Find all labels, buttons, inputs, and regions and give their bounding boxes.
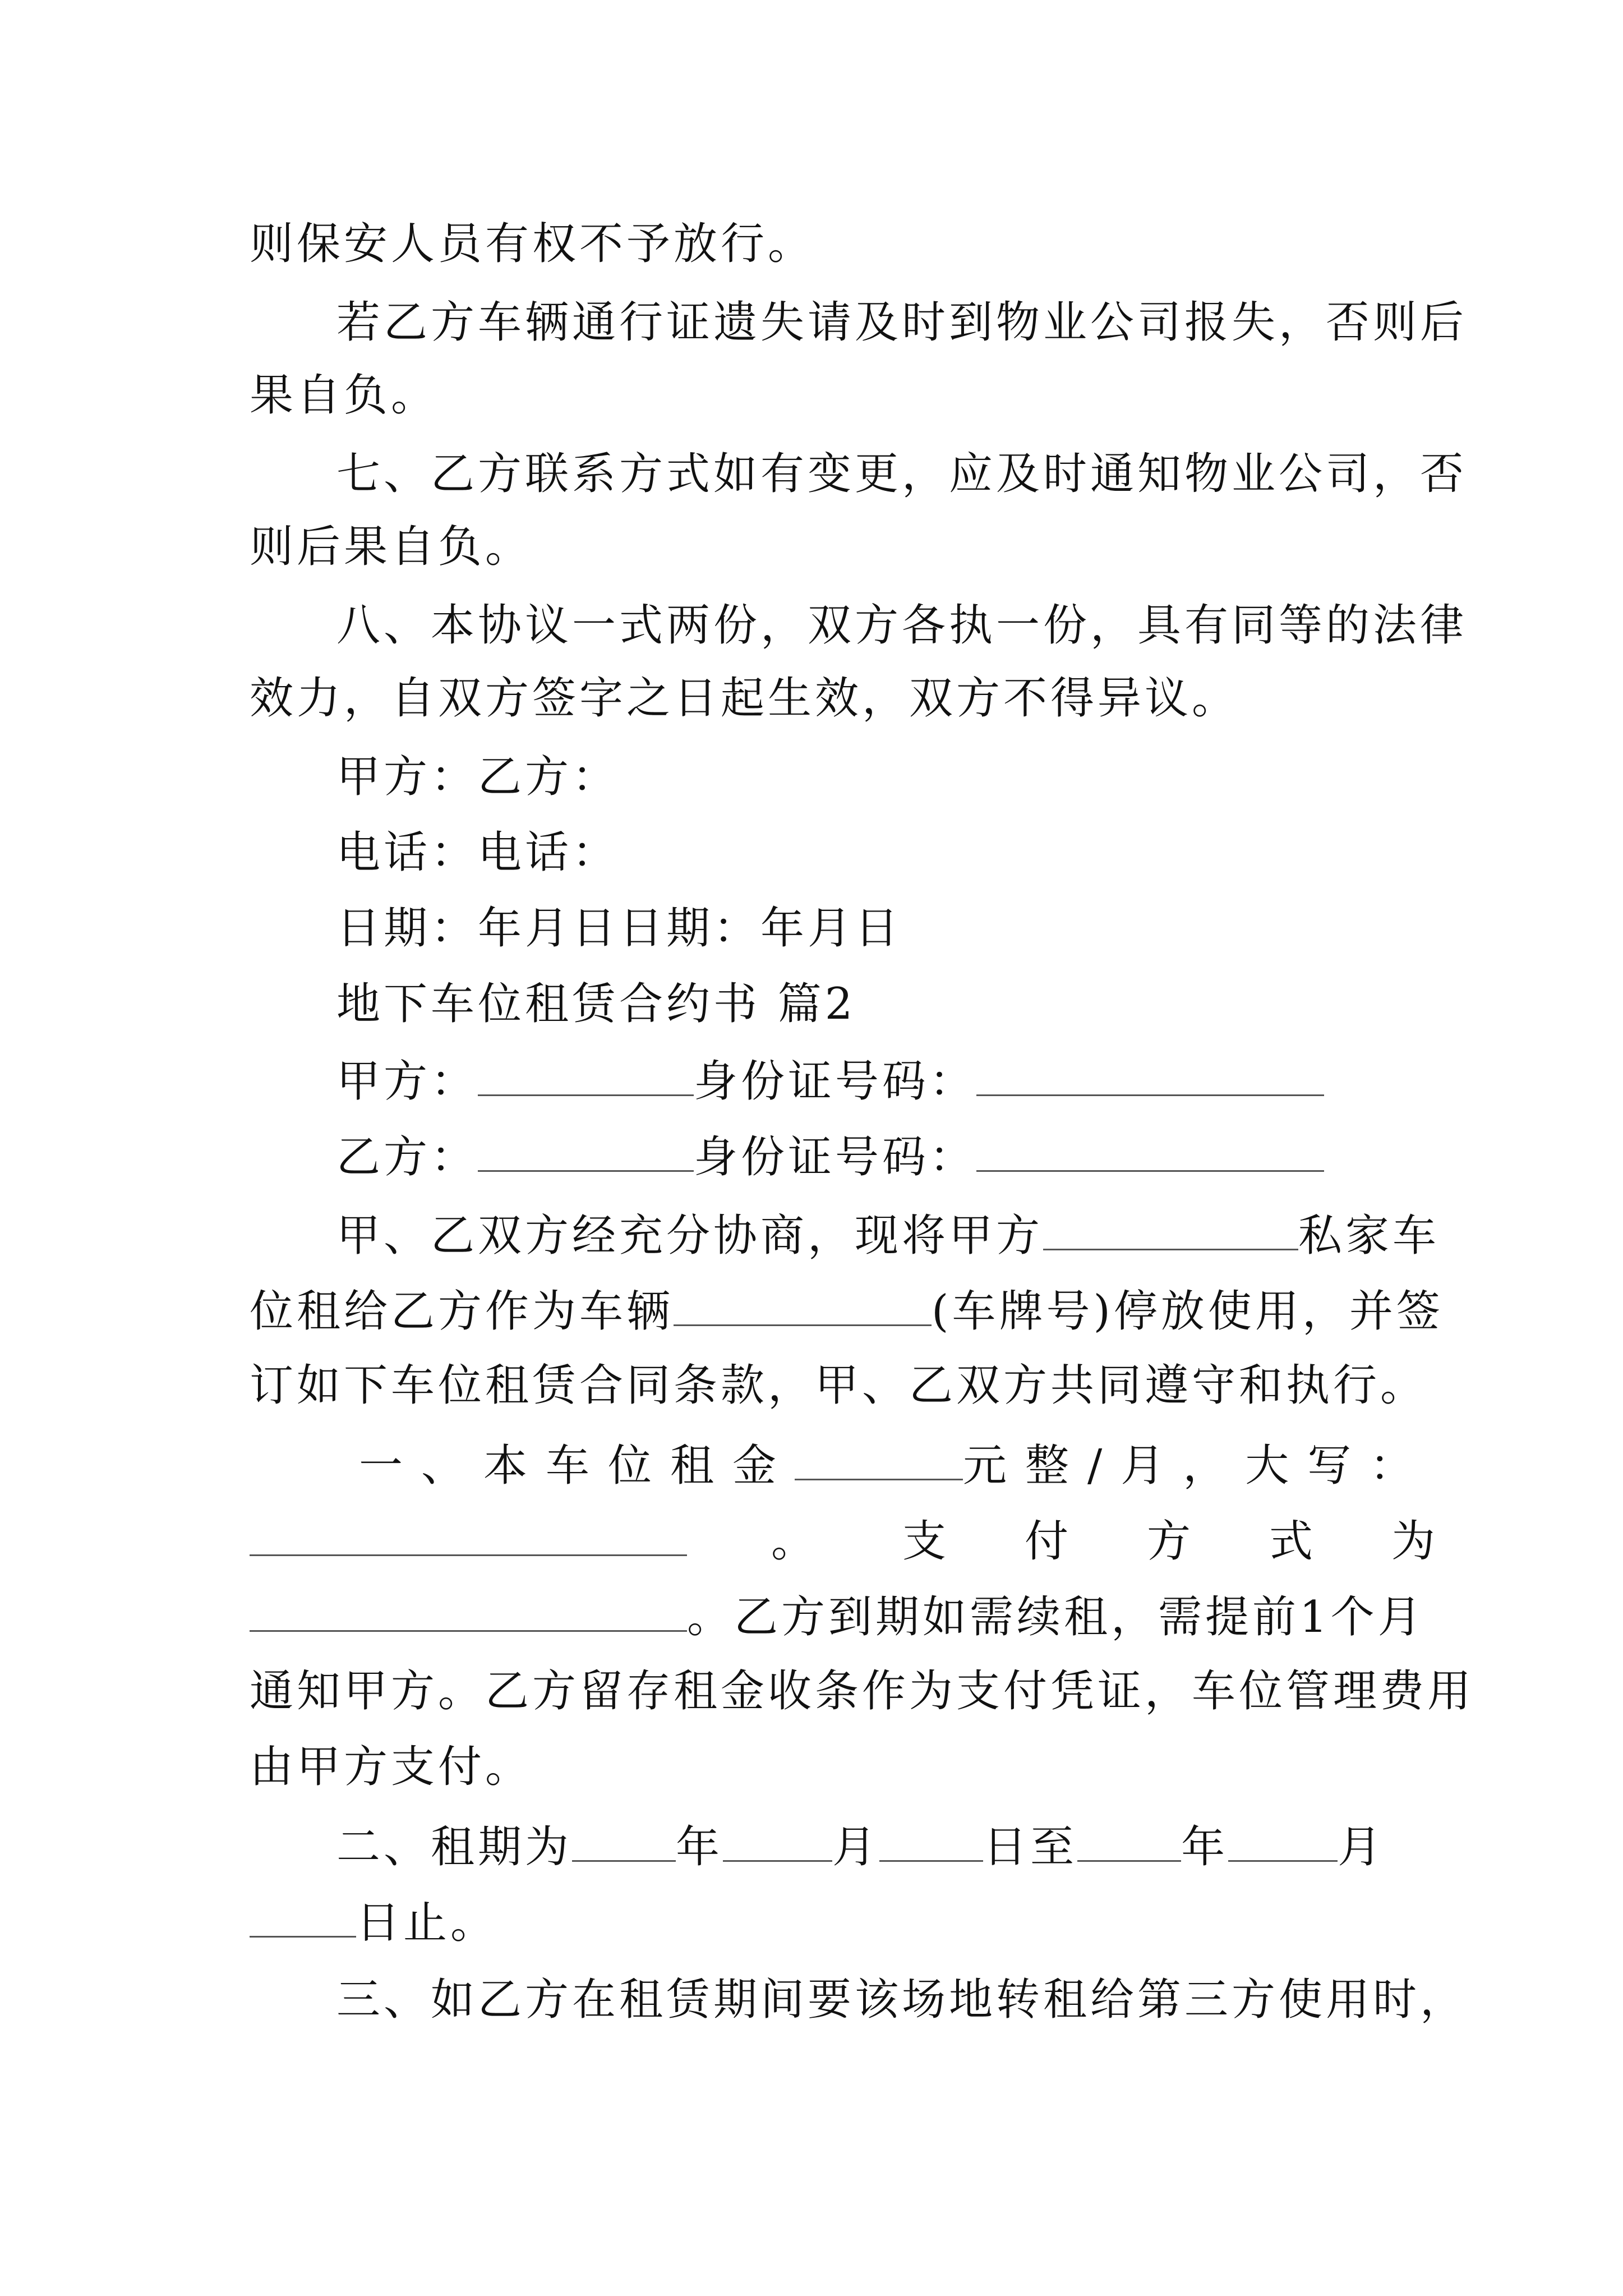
signature-date-line: 日期：年月日日期：年月日 bbox=[336, 903, 902, 954]
blank-field bbox=[478, 1128, 694, 1172]
section-title: 地下车位租赁合约书 篇2 bbox=[336, 979, 856, 1029]
paragraph-line: 则保安人员有权不予放行。 bbox=[250, 219, 815, 269]
paragraph-line: 若乙方车辆通行证遗失请及时到物业公司报失，否则后 bbox=[336, 297, 1468, 348]
clause-one-line: 通知甲方。乙方留存租金收条作为支付凭证，车位管理费用 bbox=[250, 1666, 1475, 1717]
clause-one-line: 。乙方到期如需续租，需提前1个月 bbox=[250, 1588, 1388, 1645]
paragraph-line: 效力，自双方签字之日起生效，双方不得异议。 bbox=[250, 673, 1239, 724]
blank-field bbox=[250, 1588, 687, 1632]
blank-field bbox=[250, 1512, 687, 1556]
signature-phone-line: 电话：电话： bbox=[336, 827, 620, 878]
party-b-line: 乙方： 身份证号码： bbox=[336, 1128, 1388, 1185]
blank-field bbox=[879, 1818, 983, 1862]
paragraph-line: 则后果自负。 bbox=[250, 522, 533, 572]
blank-field bbox=[478, 1052, 694, 1096]
blank-field bbox=[723, 1818, 832, 1862]
blank-field bbox=[976, 1128, 1324, 1172]
paragraph-line: 七、乙方联系方式如有变更，应及时通知物业公司，否 bbox=[336, 449, 1468, 499]
blank-field bbox=[674, 1282, 932, 1326]
paragraph-line: 甲、乙双方经充分协商，现将甲方 私家车 bbox=[336, 1206, 1388, 1264]
signature-party-line: 甲方：乙方： bbox=[336, 752, 620, 802]
blank-field bbox=[572, 1818, 676, 1862]
blank-field bbox=[1228, 1818, 1338, 1862]
clause-two-line: 日止。 bbox=[250, 1893, 1388, 1951]
blank-field bbox=[250, 1893, 356, 1938]
clause-one-line: 一、本车位租金 元整/月，大写： bbox=[359, 1436, 1388, 1494]
paragraph-line: 果自负。 bbox=[250, 370, 439, 421]
blank-field bbox=[976, 1052, 1324, 1096]
paragraph-line: 订如下车位租赁合同条款，甲、乙双方共同遵守和执行。 bbox=[250, 1360, 1428, 1411]
clause-two-line: 二、租期为 年 月 日至 年 月 bbox=[336, 1818, 1388, 1875]
clause-one-line: 。 支付方式为 bbox=[250, 1512, 1388, 1570]
blank-field bbox=[1077, 1818, 1181, 1862]
blank-field bbox=[1043, 1206, 1298, 1250]
party-a-line: 甲方： 身份证号码： bbox=[336, 1052, 1388, 1110]
paragraph-line: 八、本协议一式两份，双方各执一份，具有同等的法律 bbox=[336, 600, 1468, 651]
blank-field bbox=[795, 1436, 963, 1480]
clause-three-line: 三、如乙方在租赁期间要该场地转租给第三方使用时， bbox=[336, 1975, 1468, 2025]
clause-one-line: 由甲方支付。 bbox=[250, 1742, 533, 1792]
paragraph-line: 位租给乙方作为车辆 (车牌号)停放使用，并签 bbox=[250, 1282, 1388, 1340]
